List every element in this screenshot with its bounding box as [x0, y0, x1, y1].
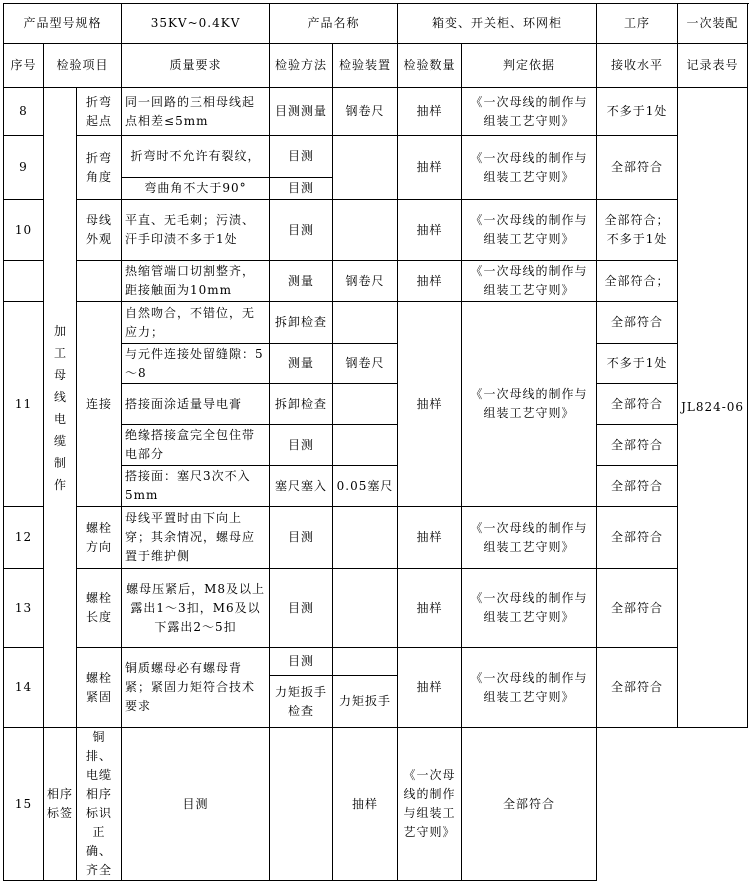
- method-11d: 目测: [270, 425, 333, 466]
- qty-13: 抽样: [398, 569, 462, 648]
- quality-8: 同一回路的三相母线起点相差≤5mm: [122, 88, 270, 136]
- device-10b: 钢卷尺: [333, 261, 398, 302]
- seq-9: 9: [4, 136, 44, 200]
- qty-8: 抽样: [398, 88, 462, 136]
- qty-10b: 抽样: [398, 261, 462, 302]
- device-13: [333, 569, 398, 648]
- seq-12: 12: [4, 507, 44, 569]
- col-acceptance: 接收水平: [597, 44, 678, 88]
- seq-11: 11: [4, 302, 44, 507]
- col-record: 记录表号: [678, 44, 748, 88]
- quality-9a: 折弯时不允许有裂纹，: [122, 136, 270, 178]
- device-11b: 钢卷尺: [333, 344, 398, 384]
- device-14a: [333, 648, 398, 676]
- method-10: 目测: [270, 200, 333, 261]
- col-quality: 质量要求: [122, 44, 270, 88]
- quality-12: 母线平置时由下向上穿；其余情况，螺母应置于维护侧: [122, 507, 270, 569]
- qty-12: 抽样: [398, 507, 462, 569]
- basis-11: 《一次母线的制作与组装工艺守则》: [462, 302, 597, 507]
- device-9: [333, 136, 398, 200]
- col-seq: 序号: [4, 44, 44, 88]
- qty-11: 抽样: [398, 302, 462, 507]
- method-13: 目测: [270, 569, 333, 648]
- method-14a: 目测: [270, 648, 333, 676]
- item-10b: [77, 261, 122, 302]
- method-9b: 目测: [270, 178, 333, 200]
- quality-11b: 与元件连接处留缝隙：5～8: [122, 344, 270, 384]
- item-14: 螺栓紧固: [77, 648, 122, 728]
- quality-10: 平直、无毛刺；污渍、汗手印渍不多于1处: [122, 200, 270, 261]
- item-12: 螺栓方向: [77, 507, 122, 569]
- item-9: 折弯角度: [77, 136, 122, 200]
- basis-8: 《一次母线的制作与组装工艺守则》: [462, 88, 597, 136]
- model-value: 35KV~0.4KV: [122, 4, 270, 44]
- col-device: 检验装置: [333, 44, 398, 88]
- acceptance-15: 全部符合: [462, 728, 597, 881]
- acceptance-14: 全部符合: [597, 648, 678, 728]
- method-8: 目测测量: [270, 88, 333, 136]
- model-label: 产品型号规格: [4, 4, 122, 44]
- method-12: 目测: [270, 507, 333, 569]
- quality-9b: 弯曲角不大于90°: [122, 178, 270, 200]
- quality-10b: 热缩管端口切割整齐，距接触面为10mm: [122, 261, 270, 302]
- device-14b: 力矩扳手: [333, 676, 398, 728]
- acceptance-10: [597, 200, 678, 261]
- quality-15: 铜排、电缆相序标识正确、齐全: [77, 728, 122, 881]
- basis-9: 《一次母线的制作与组装工艺守则》: [462, 136, 597, 200]
- method-11c: 拆卸检查: [270, 384, 333, 425]
- col-method: 检验方法: [270, 44, 333, 88]
- acceptance-8: 不多于1处: [597, 88, 678, 136]
- product-name-label: 产品名称: [270, 4, 398, 44]
- device-11a: [333, 302, 398, 344]
- quality-11e: 搭接面：塞尺3次不入5mm: [122, 466, 270, 507]
- item-8: 折弯起点: [77, 88, 122, 136]
- item-13: 螺栓长度: [77, 569, 122, 648]
- col-qty: 检验数量: [398, 44, 462, 88]
- device-10: [333, 200, 398, 261]
- acceptance-11c: 全部符合: [597, 384, 678, 425]
- method-11b: 测量: [270, 344, 333, 384]
- record-no: JL824-06: [678, 88, 748, 728]
- quality-14: 铜质螺母必有螺母背紧；紧固力矩符合技术要求: [122, 648, 270, 728]
- method-9a: 目测: [270, 136, 333, 178]
- quality-11c: 搭接面涂适量导电膏: [122, 384, 270, 425]
- quality-11d: 绝缘搭接盒完全包住带电部分: [122, 425, 270, 466]
- acceptance-11b: 不多于1处: [597, 344, 678, 384]
- seq-14: 14: [4, 648, 44, 728]
- seq-10b: [4, 261, 44, 302]
- basis-15: 《一次母线的制作与组装工艺守则》: [398, 728, 462, 881]
- device-11d: [333, 425, 398, 466]
- qty-15: 抽样: [333, 728, 398, 881]
- method-14b: 力矩扳手检查: [270, 676, 333, 728]
- item-11: 连接: [77, 302, 122, 507]
- acceptance-11a: 全部符合: [597, 302, 678, 344]
- quality-13: 螺母压紧后，M8及以上露出1～3扣，M6及以下露出2～5扣: [122, 569, 270, 648]
- seq-13: 13: [4, 569, 44, 648]
- process-value: 一次装配: [678, 4, 748, 44]
- device-11c: [333, 384, 398, 425]
- device-12: [333, 507, 398, 569]
- basis-12: 《一次母线的制作与组装工艺守则》: [462, 507, 597, 569]
- method-10b: 测量: [270, 261, 333, 302]
- group-label: 加工母线电缆制作: [53, 323, 66, 492]
- item-15: 相序标签: [44, 728, 77, 881]
- basis-10b: 《一次母线的制作与组装工艺守则》: [462, 261, 597, 302]
- quality-11a: 自然吻合，不错位，无应力；: [122, 302, 270, 344]
- inspection-table: [3, 3, 748, 881]
- acceptance-12: 全部符合: [597, 507, 678, 569]
- device-11e: 0.05塞尺: [333, 466, 398, 507]
- qty-14: 抽样: [398, 648, 462, 728]
- method-15: 目测: [122, 728, 270, 881]
- device-15: [270, 728, 333, 881]
- method-11a: 拆卸检查: [270, 302, 333, 344]
- seq-10: 10: [4, 200, 44, 261]
- acceptance-11d: 全部符合: [597, 425, 678, 466]
- acceptance-9: 全部符合: [597, 136, 678, 200]
- process-label: 工序: [597, 4, 678, 44]
- seq-15: 15: [4, 728, 44, 881]
- item-10: 母线外观: [77, 200, 122, 261]
- seq-8: 8: [4, 88, 44, 136]
- acceptance-10b: 不多于1处: [606, 232, 668, 246]
- qty-10: 抽样: [398, 200, 462, 261]
- acceptance-13: 全部符合: [597, 569, 678, 648]
- qty-9: 抽样: [398, 136, 462, 200]
- method-11e: 塞尺塞入: [270, 466, 333, 507]
- acceptance-10a: 全部符合；: [604, 213, 670, 227]
- acceptance-11e: 全部符合: [597, 466, 678, 507]
- col-item: 检验项目: [44, 44, 122, 88]
- basis-14: 《一次母线的制作与组装工艺守则》: [462, 648, 597, 728]
- device-8: 钢卷尺: [333, 88, 398, 136]
- basis-13: 《一次母线的制作与组装工艺守则》: [462, 569, 597, 648]
- product-name-value: 箱变、开关柜、环网柜: [398, 4, 597, 44]
- col-basis: 判定依据: [462, 44, 597, 88]
- group-label-cell: [44, 88, 77, 728]
- basis-10: 《一次母线的制作与组装工艺守则》: [462, 200, 597, 261]
- acceptance-10b-row: 全部符合；: [597, 261, 678, 302]
